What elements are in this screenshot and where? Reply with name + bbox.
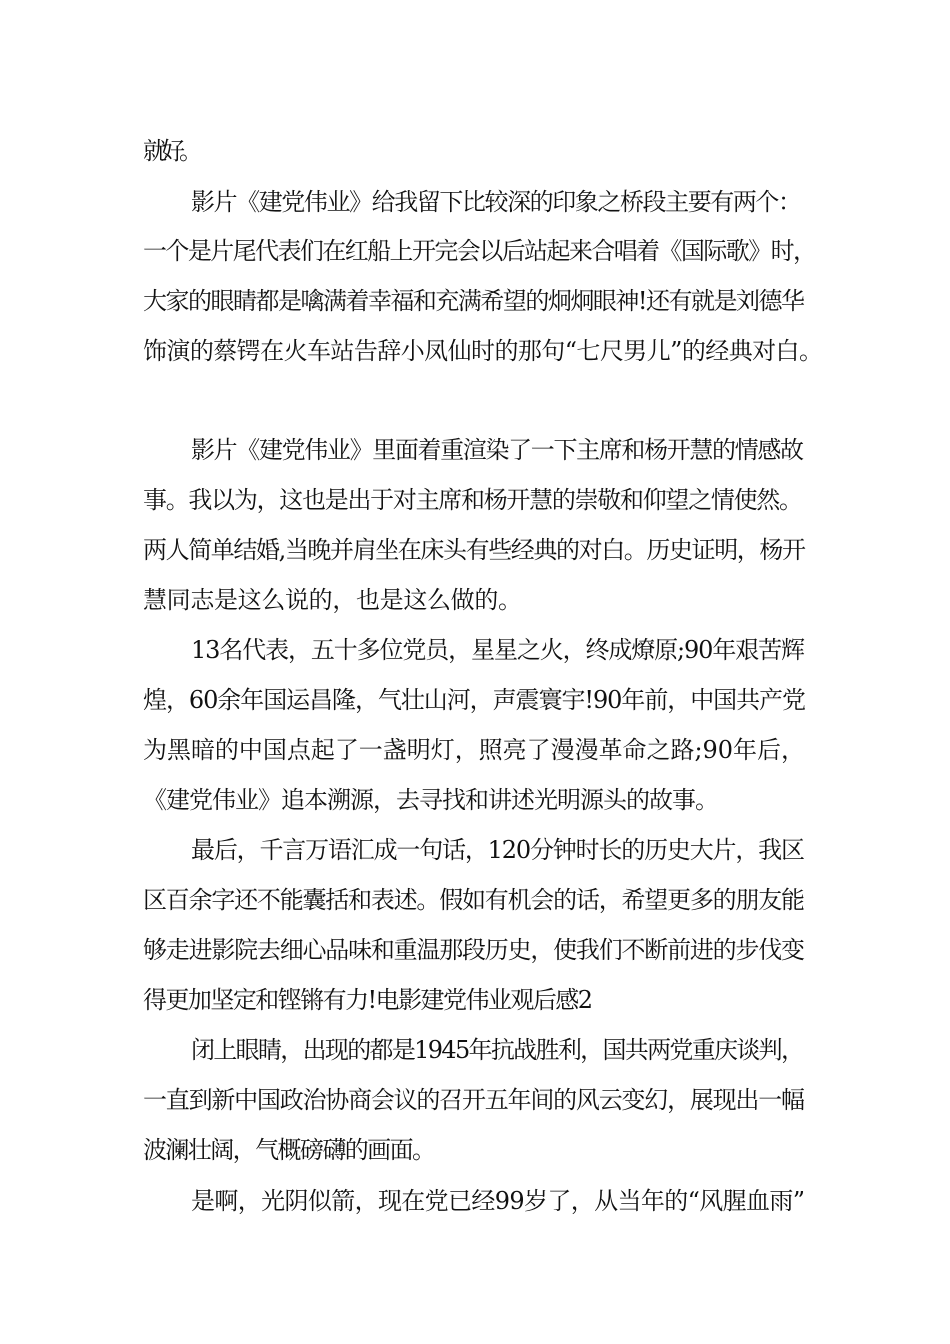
text-line bbox=[0, 928, 950, 972]
text-line-content: 波澜壮阔，气概磅礴的画面。 bbox=[143, 1136, 435, 1164]
text-line bbox=[0, 578, 950, 622]
text-line bbox=[0, 1028, 950, 1072]
text-line-content: 大家的眼睛都是噙满着幸福和充满希望的炯炯眼神!还有就是刘德华 bbox=[143, 287, 804, 315]
text-line bbox=[0, 978, 950, 1022]
text-line-content: 煌，60余年国运昌隆，气壮山河，声震寰宇!90年前，中国共产党 bbox=[143, 686, 805, 714]
text-line bbox=[0, 728, 950, 772]
text-line bbox=[0, 1179, 950, 1223]
text-line-content: 够走进影院去细心品味和重温那段历史，使我们不断前进的步伐变 bbox=[143, 936, 804, 964]
text-line-content: 闭上眼睛，出现的都是1945年抗战胜利，国共两党重庆谈判， bbox=[191, 1036, 804, 1064]
text-line-content: 《建党伟业》追本溯源，去寻找和讲述光明源头的故事。 bbox=[143, 786, 718, 814]
text-line-content: 饰演的蔡锷在火车站告辞小凤仙时的那句“七尺男儿”的经典对白。 bbox=[143, 337, 823, 365]
text-line bbox=[0, 528, 950, 572]
text-line bbox=[0, 828, 950, 872]
text-line bbox=[0, 279, 950, 323]
text-line-content: 就好。 bbox=[143, 137, 197, 165]
text-line bbox=[0, 778, 950, 822]
text-line bbox=[0, 628, 950, 672]
text-line-content: 区百余字还不能囊括和表述。假如有机会的话，希望更多的朋友能 bbox=[143, 886, 804, 914]
text-line-content: 得更加坚定和铿锵有力!电影建党伟业观后感2 bbox=[143, 986, 592, 1014]
text-line bbox=[0, 428, 950, 472]
text-line-content: 为黑暗的中国点起了一盏明灯，照亮了漫漫革命之路;90年后， bbox=[143, 736, 805, 764]
text-line-content: 慧同志是这么说的，也是这么做的。 bbox=[143, 586, 522, 614]
text-line-content: 是啊，光阴似箭，现在党已经99岁了，从当年的“风腥血雨” bbox=[191, 1187, 805, 1215]
text-line-content: 两人简单结婚,当晚并肩坐在床头有些经典的对白。历史证明，杨开 bbox=[143, 536, 805, 564]
text-line bbox=[0, 329, 950, 373]
text-line bbox=[0, 1078, 950, 1122]
text-line-content: 影片《建党伟业》给我留下比较深的印象之桥段主要有两个： bbox=[191, 188, 801, 216]
text-line-content: 影片《建党伟业》里面着重渲染了一下主席和杨开慧的情感故 bbox=[191, 436, 803, 464]
text-line bbox=[0, 129, 950, 173]
text-line-content: 最后，千言万语汇成一句话，120分钟时长的历史大片，我区 bbox=[191, 836, 804, 864]
text-line bbox=[0, 478, 950, 522]
text-line-content: 一个是片尾代表们在红船上开完会以后站起来合唱着《国际歌》时， bbox=[143, 237, 816, 265]
text-line-content: 事。我以为，这也是出于对主席和杨开慧的崇敬和仰望之情使然。 bbox=[143, 486, 802, 514]
text-line-content: 13名代表，五十多位党员，星星之火，终成燎原;90年艰苦辉 bbox=[191, 636, 804, 664]
text-line bbox=[0, 1128, 950, 1172]
text-line-content: 一直到新中国政治协商会议的召开五年间的风云变幻，展现出一幅 bbox=[143, 1086, 804, 1114]
text-line bbox=[0, 229, 950, 273]
text-line bbox=[0, 878, 950, 922]
text-line bbox=[0, 180, 950, 224]
text-line bbox=[0, 678, 950, 722]
